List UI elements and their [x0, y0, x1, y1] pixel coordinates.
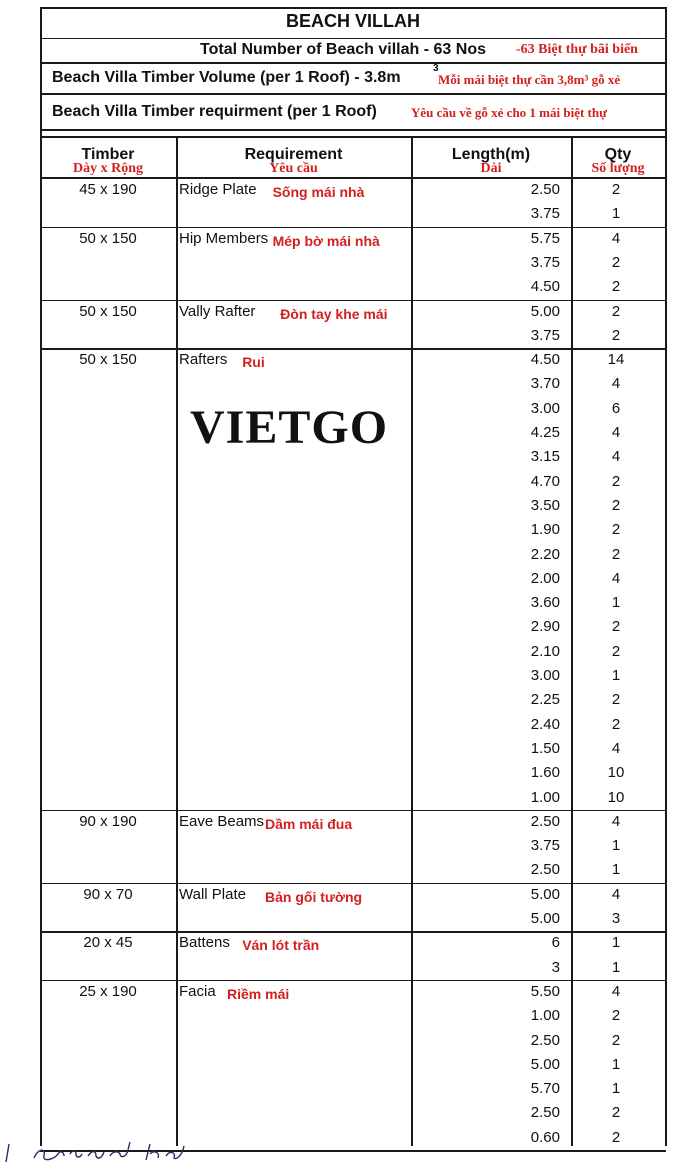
requirement-name: Hip Members — [179, 229, 269, 247]
qty-value: 3 — [611, 910, 621, 927]
length-value: 3.00 — [530, 667, 560, 684]
qty-value: 1 — [611, 1080, 621, 1098]
volume-text: Beach Villa Timber Volume (per 1 Roof) - 3.8m — [52, 69, 401, 86]
qty-value: 1 — [611, 205, 621, 223]
length-value: 1.00 — [530, 1007, 560, 1025]
length-value: 3.75 — [530, 326, 560, 344]
length-value: 0.60 — [530, 1128, 560, 1146]
length-value: 6 — [551, 934, 560, 952]
length-value: 2.90 — [530, 618, 560, 636]
requirement-name: Rafters — [179, 351, 228, 369]
qty-value: 4 — [611, 375, 621, 393]
qty-value: 2 — [611, 302, 621, 320]
length-value: 5.75 — [530, 229, 560, 247]
group-divider — [40, 883, 666, 885]
volume-note: Mỗi mái biệt thự cần 3,8m³ gỗ xẻ — [438, 72, 621, 87]
timber-size: 50 x 150 — [79, 302, 137, 320]
requirement-note: Dầm mái đua — [265, 815, 353, 832]
length-value: 4.50 — [530, 351, 560, 369]
timber-size: 45 x 190 — [79, 181, 137, 198]
requirement-name: Wall Plate — [179, 885, 246, 903]
qty-value: 6 — [611, 399, 621, 417]
qty-value: 4 — [611, 885, 621, 903]
requirement-name: Vally Rafter — [179, 302, 256, 320]
length-value: 4.25 — [530, 424, 560, 441]
qty-value: 2 — [611, 1007, 621, 1025]
qty-value: 2 — [611, 691, 621, 709]
qty-value: 2 — [611, 545, 621, 563]
requirement-name: Battens — [179, 934, 230, 952]
timber-size: 90 x 190 — [79, 812, 137, 830]
qty-value: 4 — [611, 739, 621, 757]
qty-value: 1 — [611, 934, 621, 952]
requirement-note: Rui — [242, 354, 265, 371]
length-value: 2.50 — [530, 812, 560, 830]
requirement-note: Mép bờ mái nhà — [272, 232, 380, 249]
qty-value: 2 — [611, 472, 621, 490]
length-value: 4.70 — [530, 472, 560, 490]
group-divider — [40, 931, 666, 933]
total-villas-note: -63 Biệt thự bãi biển — [516, 42, 638, 57]
group-divider — [40, 980, 666, 982]
length-value: 2.50 — [530, 1104, 560, 1122]
qty-value: 10 — [607, 788, 625, 806]
timber-size: 25 x 190 — [79, 982, 137, 1000]
header-timber: Timber — [81, 146, 135, 163]
requirement-note: Ván lót trần — [242, 937, 320, 954]
length-value: 2.10 — [530, 642, 560, 660]
length-value: 2.50 — [530, 861, 560, 879]
length-value: 3.60 — [530, 594, 560, 612]
length-value: 2.20 — [530, 545, 560, 563]
qty-value: 2 — [611, 1031, 621, 1049]
requirement-note: Yêu cầu về gỗ xẻ cho 1 mái biệt thự — [411, 105, 607, 120]
length-value: 4.50 — [530, 278, 560, 296]
header-timber-vi: Dày x Rộng — [72, 161, 143, 176]
qty-value: 1 — [611, 594, 621, 612]
qty-value: 1 — [611, 958, 621, 976]
group-divider — [40, 348, 666, 350]
header-length-vi: Dài — [480, 161, 502, 176]
group-divider — [40, 227, 666, 229]
timber-size: 20 x 45 — [83, 934, 133, 952]
qty-value: 2 — [611, 715, 621, 733]
qty-value: 2 — [611, 1104, 621, 1122]
length-value: 2.50 — [530, 1031, 560, 1049]
length-value: 3.00 — [530, 399, 560, 417]
length-value: 3.75 — [530, 837, 560, 855]
length-value: 2.50 — [530, 181, 560, 198]
total-villas-text: Total Number of Beach villah - 63 Nos — [200, 41, 486, 58]
qty-value: 10 — [607, 764, 625, 782]
qty-value: 4 — [611, 448, 621, 466]
length-value: 5.00 — [530, 1055, 560, 1073]
requirement-note: Riềm mái — [227, 985, 290, 1002]
watermark-logo: VIETGO — [190, 401, 389, 454]
length-value: 2.40 — [530, 715, 560, 733]
length-value: 5.50 — [530, 982, 560, 1000]
header-qty: Qty — [604, 146, 632, 163]
qty-value: 2 — [611, 618, 621, 636]
length-value: 3.50 — [530, 496, 560, 514]
qty-value: 14 — [607, 351, 625, 369]
qty-value: 1 — [611, 667, 621, 684]
qty-value: 1 — [611, 861, 621, 879]
header-qty-vi: Số lượng — [591, 161, 645, 176]
header-length: Length(m) — [451, 146, 531, 163]
timber-size: 50 x 150 — [79, 229, 137, 247]
requirement-name: Ridge Plate — [179, 181, 257, 198]
document-title: BEACH VILLAH — [286, 11, 420, 31]
timber-size: 50 x 150 — [79, 351, 137, 369]
qty-value: 2 — [611, 278, 621, 296]
requirement-note: Sống mái nhà — [272, 184, 365, 200]
group-divider — [40, 810, 666, 812]
requirement-note: Đòn tay khe mái — [280, 305, 388, 322]
qty-value: 2 — [611, 642, 621, 660]
requirement-name: Facia — [179, 982, 216, 1000]
group-divider — [40, 300, 666, 302]
qty-value: 1 — [611, 837, 621, 855]
header-requirement: Requirement — [244, 146, 343, 163]
length-value: 2.25 — [530, 691, 560, 709]
length-value: 3 — [551, 958, 560, 976]
qty-value: 2 — [611, 326, 621, 344]
length-value: 3.75 — [530, 205, 560, 223]
qty-value: 4 — [611, 982, 621, 1000]
qty-value: 4 — [611, 812, 621, 830]
length-value: 2.00 — [530, 569, 560, 587]
length-value: 1.50 — [530, 739, 560, 757]
length-value: 1.60 — [530, 764, 560, 782]
qty-value: 4 — [611, 569, 621, 587]
qty-value: 1 — [611, 1055, 621, 1073]
length-value: 5.00 — [530, 302, 560, 320]
length-value: 1.00 — [530, 788, 560, 806]
length-value: 5.00 — [530, 910, 560, 927]
qty-value: 2 — [611, 496, 621, 514]
requirement-note: Bản gối tường — [265, 888, 363, 905]
qty-value: 4 — [611, 229, 621, 247]
header-requirement-vi: Yêu cầu — [269, 161, 318, 176]
volume-superscript: 3 — [433, 63, 439, 74]
qty-value: 2 — [611, 521, 621, 539]
qty-value: 4 — [611, 424, 621, 441]
length-value: 3.15 — [530, 448, 560, 466]
requirement-text: Beach Villa Timber requirment (per 1 Roof) — [52, 103, 377, 120]
qty-value: 2 — [611, 181, 621, 198]
length-value: 5.70 — [530, 1080, 560, 1098]
timber-size: 90 x 70 — [83, 885, 133, 903]
length-value: 1.90 — [530, 521, 560, 539]
qty-value: 2 — [611, 1128, 621, 1146]
handwritten-signature — [0, 1140, 220, 1162]
length-value: 5.00 — [530, 885, 560, 903]
qty-value: 2 — [611, 253, 621, 271]
length-value: 3.70 — [530, 375, 560, 393]
requirement-name: Eave Beams — [179, 812, 265, 830]
length-value: 3.75 — [530, 253, 560, 271]
